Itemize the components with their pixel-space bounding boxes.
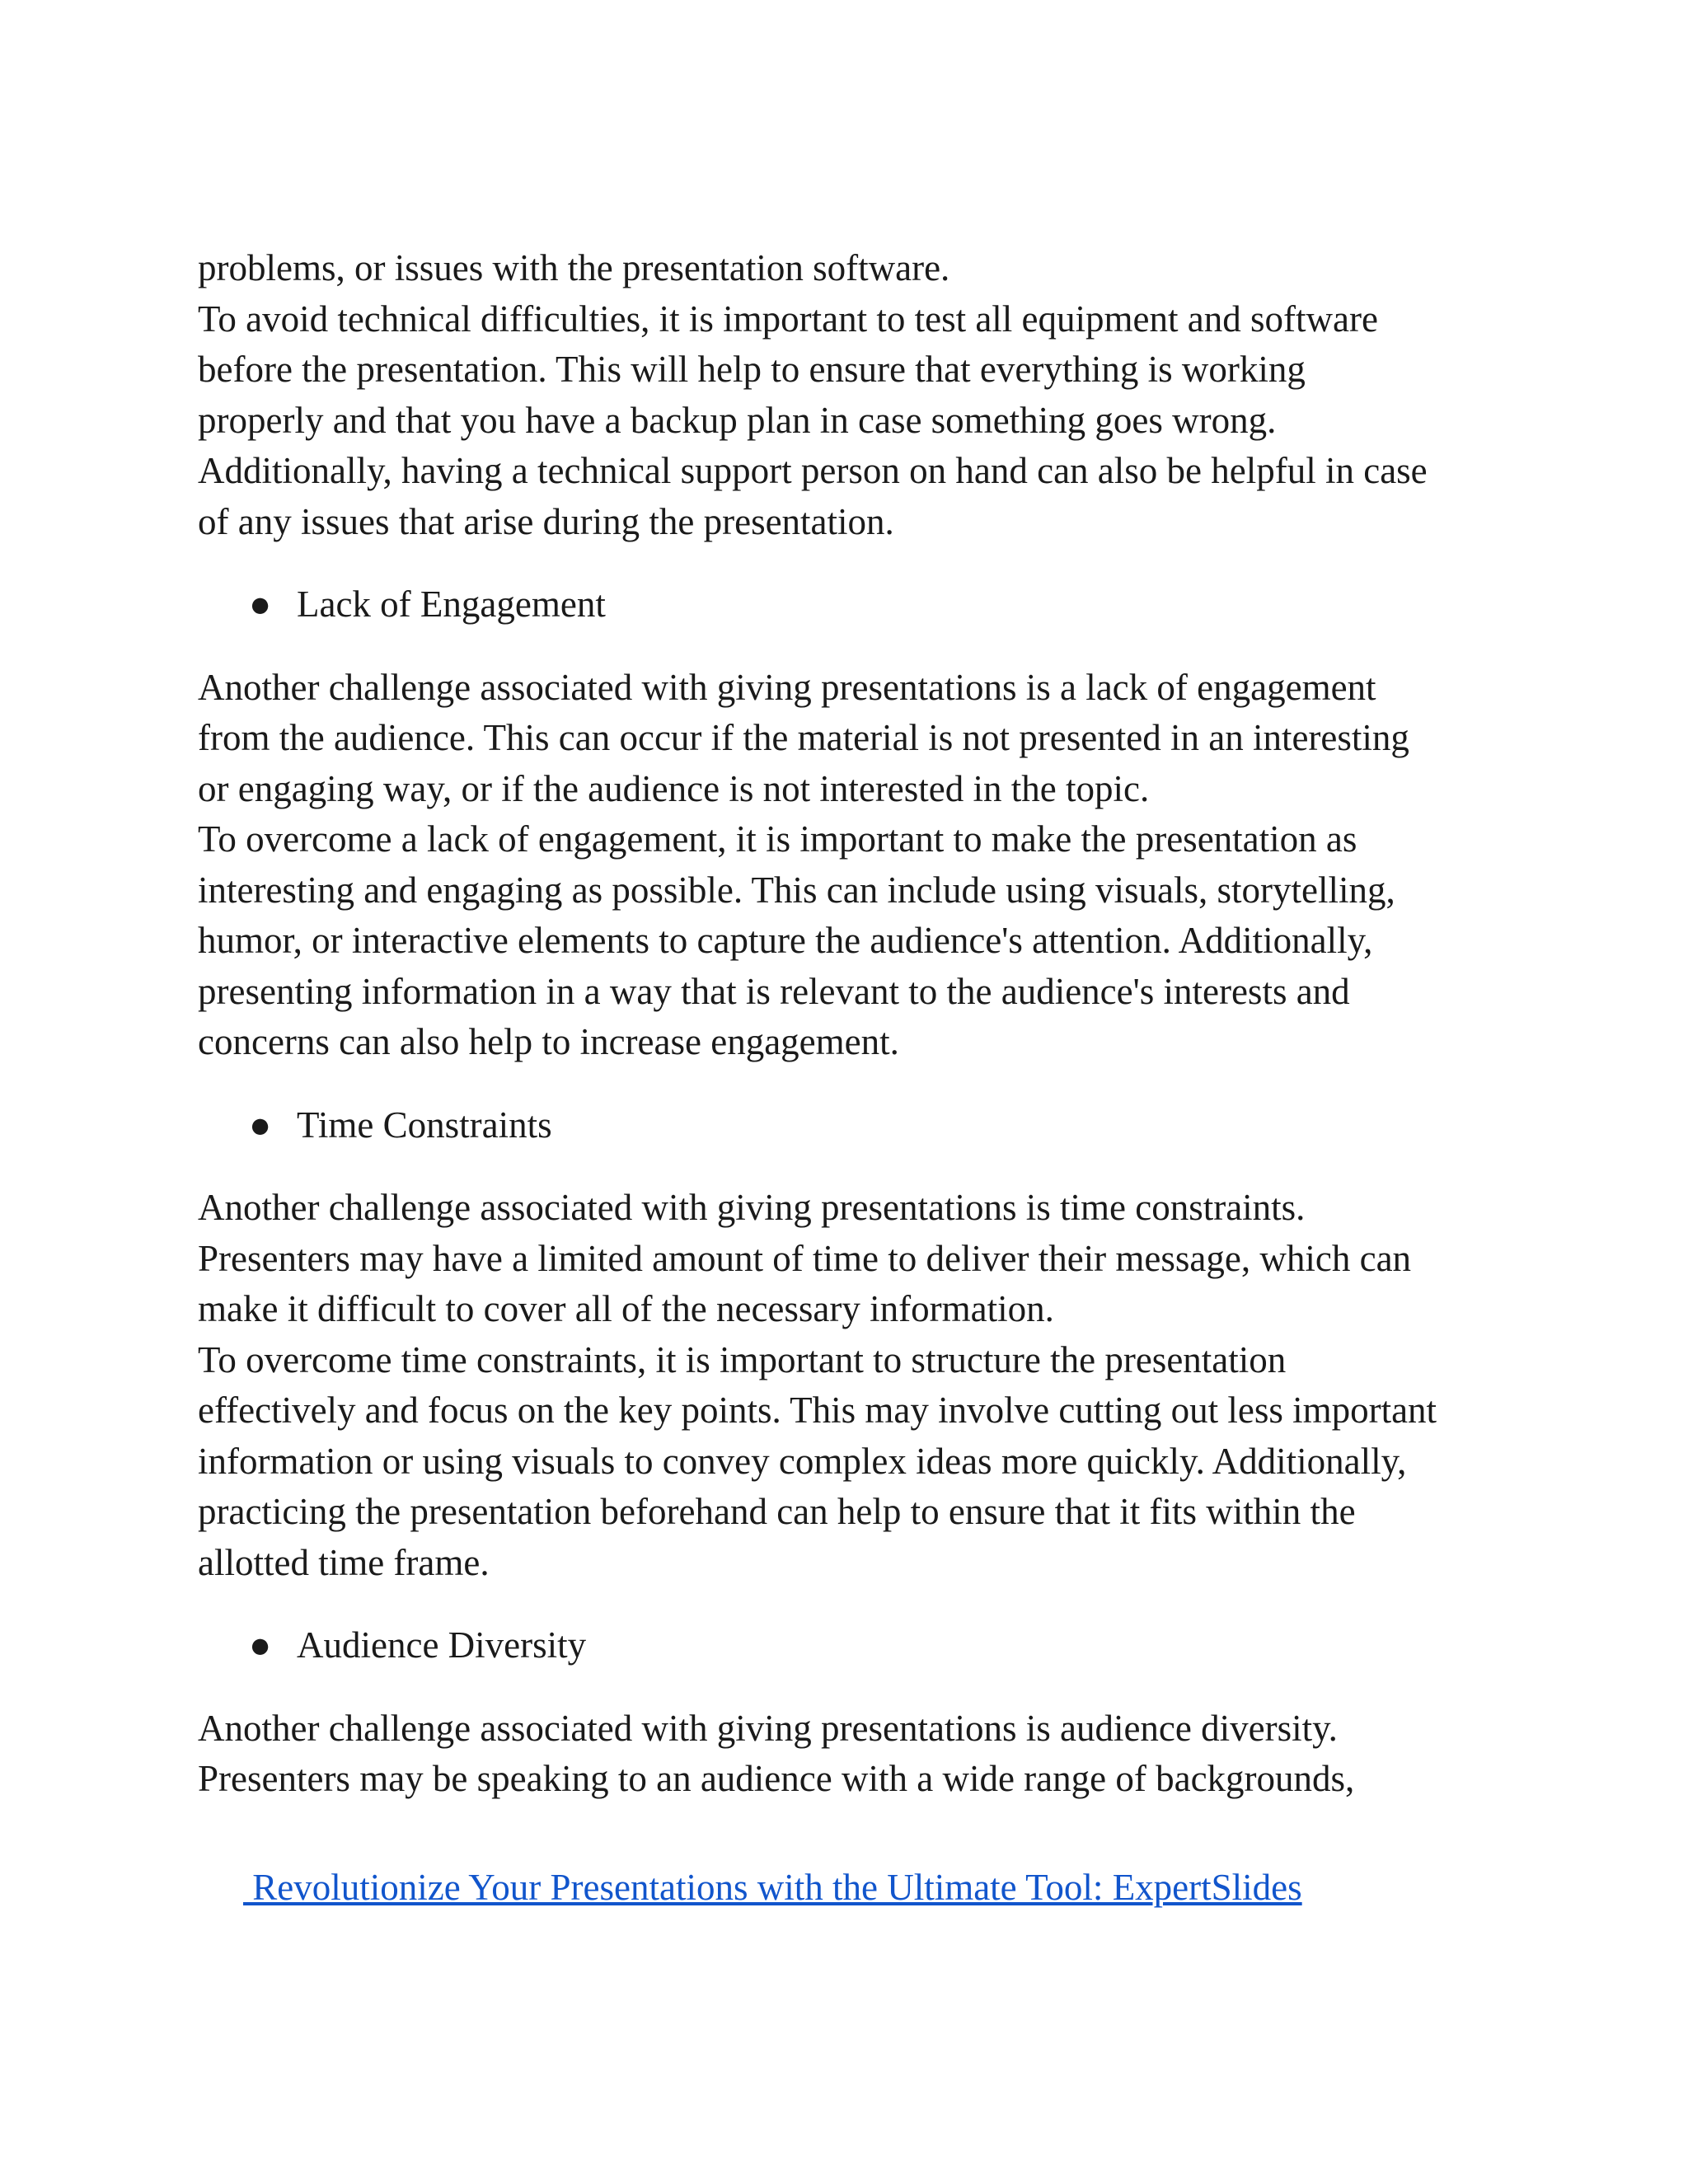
text-line: To overcome time constraints, it is important to structure the presentation (198, 1338, 1287, 1380)
text-line: of any issues that arise during the presentation. (198, 500, 894, 542)
text-line: concerns can also help to increase engagement. (198, 1021, 899, 1062)
text-line: Another challenge associated with giving presentations is audience diversity. (198, 1707, 1338, 1749)
bullet-item-time-constraints (198, 1100, 1517, 1151)
text-line: properly and that you have a backup plan in case something goes wrong. (198, 399, 1277, 441)
section-heading: Audience Diversity (297, 1624, 587, 1666)
bullet-icon: ● (249, 1624, 272, 1666)
intro-paragraph (198, 243, 1517, 547)
text-line: To avoid technical difficulties, it is important to test all equipment and software (198, 298, 1378, 340)
section-heading: Time Constraints (297, 1104, 552, 1146)
text-line: effectively and focus on the key points. This may involve cutting out less important (198, 1390, 1437, 1431)
bullet-item-lack-of-engagement (198, 579, 1517, 630)
text-line: allotted time frame. (198, 1541, 490, 1583)
section-heading: Lack of Engagement (297, 583, 606, 625)
text-line: Additionally, having a technical support person on hand can also be helpful in case (198, 450, 1428, 491)
text-line: humor, or interactive elements to capture the audience's attention. Additionally, (198, 920, 1373, 961)
text-line: practicing the presentation beforehand can help to ensure that it fits within the (198, 1491, 1356, 1532)
bullet-icon: ● (249, 1104, 272, 1146)
text-line: make it difficult to cover all of the necessary information. (198, 1288, 1054, 1329)
expertslides-promo-link[interactable]: Revolutionize Your Presentations with the Ultimate Tool: ExpertSlides (243, 1867, 1302, 1908)
text-line: Presenters may have a limited amount of time to deliver their message, which can (198, 1237, 1412, 1279)
text-line: interesting and engaging as possible. This can include using visuals, storytelling, (198, 869, 1395, 911)
text-line: presenting information in a way that is relevant to the audience's interests and (198, 970, 1350, 1012)
text-line: Presenters may be speaking to an audience with a wide range of backgrounds, (198, 1758, 1355, 1799)
text-line: information or using visuals to convey complex ideas more quickly. Additionally, (198, 1440, 1407, 1482)
section-paragraph-audience-diversity (198, 1704, 1517, 1805)
bullet-icon: ● (249, 583, 272, 625)
text-line: To overcome a lack of engagement, it is important to make the presentation as (198, 818, 1357, 860)
section-paragraph-lack-of-engagement (198, 663, 1517, 1068)
text-line: from the audience. This can occur if the material is not presented in an interesting (198, 717, 1409, 758)
text-line: before the presentation. This will help to ensure that everything is working (198, 349, 1306, 390)
text-line: Another challenge associated with giving presentations is a lack of engagement (198, 666, 1376, 708)
text-line: Another challenge associated with giving presentations is time constraints. (198, 1187, 1306, 1228)
text-line: problems, or issues with the presentation software. (198, 247, 950, 288)
document-body (198, 243, 1517, 1805)
text-line: or engaging way, or if the audience is not interested in the topic. (198, 767, 1150, 809)
section-paragraph-time-constraints (198, 1183, 1517, 1588)
bullet-item-audience-diversity (198, 1620, 1517, 1671)
